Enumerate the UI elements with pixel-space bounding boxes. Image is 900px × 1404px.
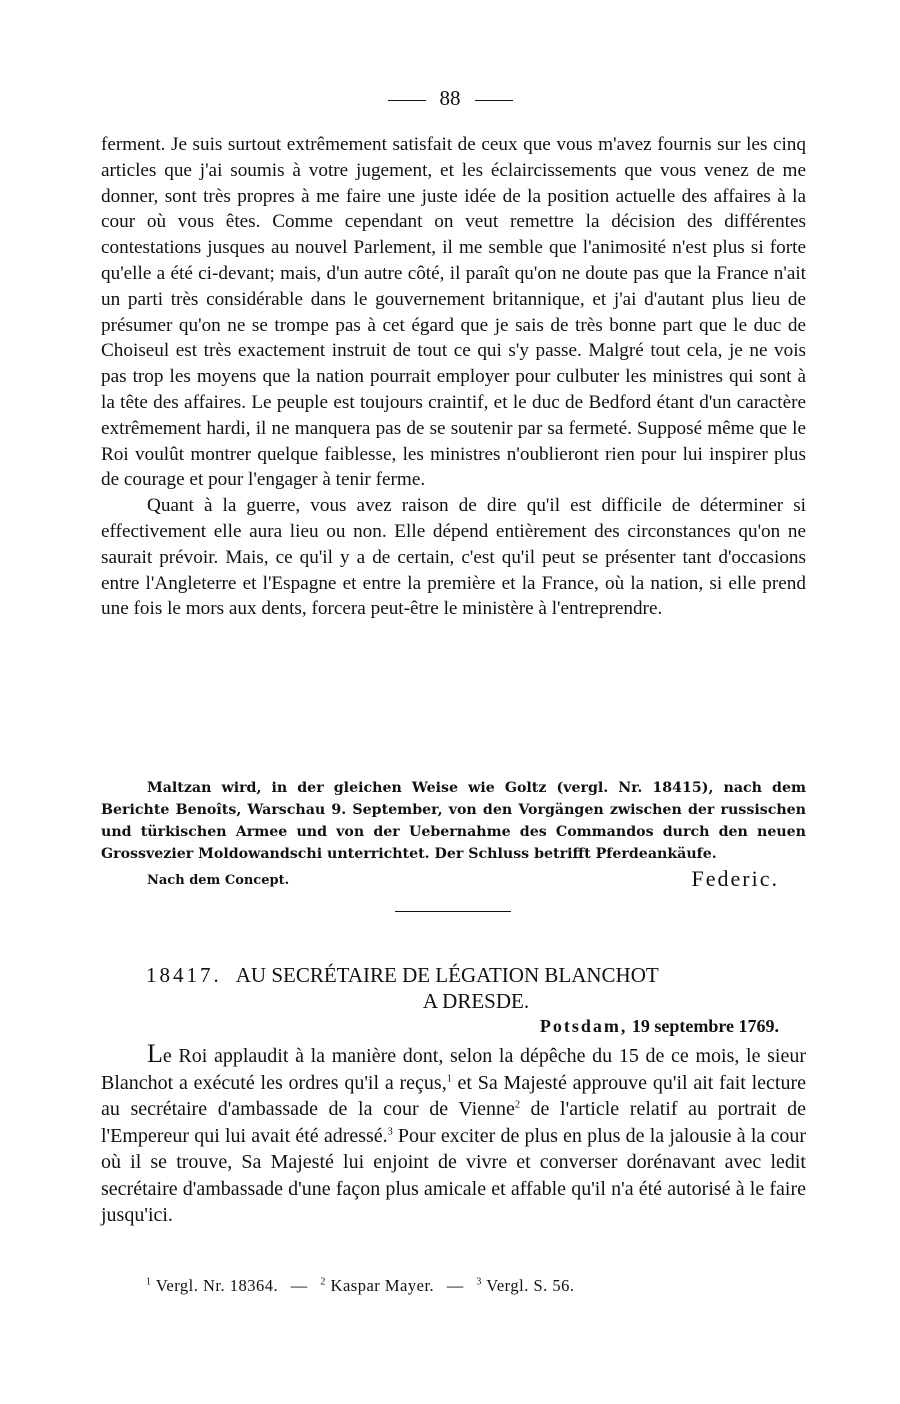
letter-title-line1: AU SECRÉTAIRE DE LÉGATION BLANCHOT <box>235 963 659 987</box>
footnote-mark-2: 2 <box>320 1276 326 1288</box>
letter2-text-d: Pour exciter de plus en plus de la jalousie à la cour où il se trouve, Sa Majesté lui enjoint de vivre et converser dorénavant avec ledit secrétaire d'ambassade d'une façon plus amicale et affable qu'il n'a été autorisé à le faire jusqu'ici. <box>101 1124 806 1226</box>
letter2-body <box>101 1041 806 1229</box>
letter2-paragraph <box>101 1041 806 1229</box>
letter-title-line2: A DRESDE. <box>422 989 530 1013</box>
footnote-ref-1: 1 <box>446 1072 452 1084</box>
footnotes <box>146 1276 786 1296</box>
dateline <box>540 1016 779 1037</box>
footnote-1: Vergl. Nr. 18364. <box>155 1276 279 1295</box>
header-dash-left <box>388 100 426 101</box>
header-dash-right <box>475 100 513 101</box>
footnote-mark-3: 3 <box>476 1276 482 1288</box>
letter1-paragraph-1: ferment. Je suis surtout extrêmement satisfait de ceux que vous m'avez fournis sur les cinq articles que j'ai soumis à votre jugement, et les éclaircissements que vous venez de me donner, sont très propres à me faire une juste idée de la position actuelle des affaires à la cour où vous êtes. Comme cependant on veut remettre la décision des différentes contestations jusques au nouvel Parlement, il me semble que l'animosité n'est plus si forte qu'elle a été ci-devant; mais, d'un autre côté, il paraît qu'on ne doute pas que la France n'ait un parti très considérable dans le gouvernement britannique, et j'ai d'autant plus lieu de présumer qu'on ne se trompe pas à cet égard que je sais de très bonne part que le duc de Choiseul est très exactement instruit de tout ce qui s'y passe. Malgré tout cela, je ne vois pas trop les moyens que la nation pourrait employer pour culbuter les ministres qui sont à la tête des affaires. Le peuple est toujours craintif, et le duc de Bedford étant d'un caractère extrêmement hardi, il ne manquera pas de se soutenir par sa fermeté. Supposé même que le Roi voulût montrer quelque faiblesse, les ministres n'oublieront rien pour lui inspirer plus de courage et pour l'engager à tenir ferme. <box>101 134 806 491</box>
letter2-text-a: e Roi applaudit à la manière dont, selon la dépêche du 15 de ce mois, le sieur Blanchot a exécuté les ordres qu'il a reçus, <box>101 1045 806 1094</box>
dateline-date: 19 septembre 1769. <box>631 1016 779 1036</box>
footnote-separator: — <box>290 1276 308 1295</box>
dateline-place: Potsdam, <box>539 1016 628 1036</box>
footnote-3: Vergl. S. 56. <box>486 1276 575 1295</box>
footnote-mark-1: 1 <box>146 1276 152 1288</box>
letter-number: 18417. <box>146 963 222 987</box>
letter-continuation <box>101 132 806 622</box>
footnote-2: Kaspar Mayer. <box>330 1276 435 1295</box>
editorial-summary: Maltzan wird, in der gleichen Weise wie Goltz (vergl. Nr. 18415), nach dem Berichte Benoîts, Warschau 9. September, von den Vorgängen zwischen der russischen und türkischen Armee und von der Uebernahme des Commandos durch den neuen Grossvezier Moldowandschi unterrichtet. Der Schluss betrifft Pferdeankäufe. <box>101 780 806 862</box>
drop-cap: L <box>147 1039 163 1068</box>
letter2-text-b: et Sa Majesté approuve qu'il ait fait lecture au secrétaire d'ambassade de la cour de Vienne <box>101 1071 807 1120</box>
letter1-paragraph-2: Quant à la guerre, vous avez raison de dire qu'il est difficile de déterminer si effectivement elle aura lieu ou non. Elle dépend entièrement des circonstances qu'on ne saurait prévoir. Mais, ce qu'il y a de certain, c'est qu'il peut se présenter tant d'occasions entre l'Angleterre et l'Espagne et entre la première et la France, où la nation, si elle prend une fois le mors aux dents, forcera peut-être le ministère à l'entreprendre. <box>101 495 806 620</box>
footnote-ref-2: 2 <box>514 1099 520 1111</box>
section-divider <box>395 911 511 912</box>
letter-heading <box>146 962 766 1014</box>
signature: Federic. <box>691 866 779 891</box>
footnote-separator: — <box>446 1276 464 1295</box>
page-header <box>0 86 900 111</box>
page-number: 88 <box>439 86 461 110</box>
source-note: Nach dem Concept. <box>147 873 290 888</box>
footnote-ref-3: 3 <box>387 1125 393 1137</box>
letter2-text-c: de l'article relatif au portrait de l'Empereur qui lui avait été adressé. <box>101 1098 806 1147</box>
